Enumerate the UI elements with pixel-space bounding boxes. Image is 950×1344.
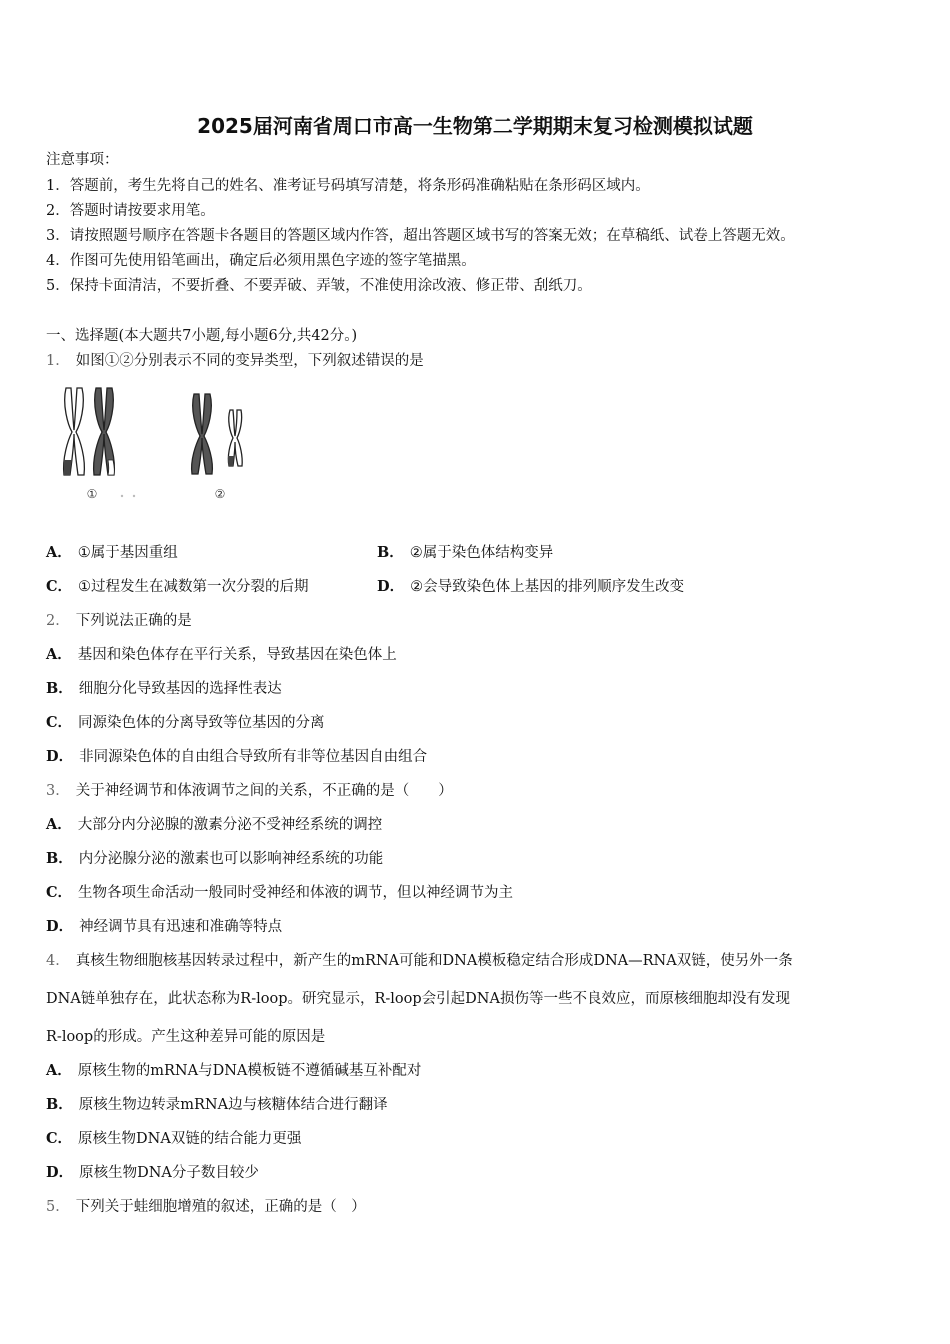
question-text: 关于神经调节和体液调节之间的关系，不正确的是（ ） (75, 783, 453, 799)
question-3-stem (46, 781, 453, 801)
question-text: 下列关于蛙细胞增殖的叙述，正确的是（ ） (75, 1199, 366, 1215)
figure-1-chromosomes (64, 388, 115, 475)
section-heading: 一、选择题(本大题共7小题,每小题6分,共42分。) (46, 328, 358, 344)
question-number: 4． (46, 953, 70, 969)
question-4-stem-line-2: DNA链单独存在，此状态称为R-loop。研究显示，R-loop会引起DNA损伤等一些不良效应，而原核细胞却没有发现 (46, 991, 790, 1007)
option-a: A． 基因和染色体存在平行关系，导致基因在染色体上 (46, 646, 397, 663)
option-c: C． 原核生物DNA双链的结合能力更强 (46, 1130, 302, 1147)
question-5-stem (46, 1197, 366, 1217)
option-d: D． 神经调节具有迅速和准确等特点 (46, 918, 283, 935)
chromosome-variation-figure (52, 380, 262, 510)
option-c: C． 生物各项生命活动一般同时受神经和体液的调节，但以神经调节为主 (46, 884, 514, 901)
notice-item: 1．答题前，考生先将自己的姓名、准考证号码填写清楚，将条形码准确粘贴在条形码区域内。 (46, 178, 650, 194)
notice-item: 4．作图可先使用铅笔画出，确定后必须用黑色字迹的签字笔描黑。 (46, 253, 476, 269)
notice-item: 2．答题时请按要求用笔。 (46, 203, 215, 219)
question-4-stem-line-3: R-loop的形成。产生这种差异可能的原因是 (46, 1029, 326, 1045)
question-number: 2． (46, 613, 70, 629)
question-number: 5． (46, 1199, 70, 1215)
option-d: D． 原核生物DNA分子数目较少 (46, 1164, 259, 1181)
option-a: A． 大部分内分泌腺的激素分泌不受神经系统的调控 (46, 816, 383, 833)
figure-2-chromosomes (192, 394, 243, 474)
option-a: A． 原核生物的mRNA与DNA模板链不遵循碱基互补配对 (46, 1062, 422, 1079)
option-b: B． 原核生物边转录mRNA边与核糖体结合进行翻译 (46, 1096, 388, 1113)
option-c: C． ①过程发生在减数第一次分裂的后期 (46, 578, 309, 595)
option-b: B． ②属于染色体结构变异 (377, 544, 554, 561)
notice-heading: 注意事项： (46, 152, 119, 168)
question-text: 下列说法正确的是 (75, 613, 192, 629)
notice-item: 3．请按照题号顺序在答题卡各题目的答题区域内作答，超出答题区域书写的答案无效；在草稿纸、试卷上答题无效。 (46, 228, 795, 244)
question-4-stem-line-1 (46, 951, 793, 971)
question-text: 如图①②分别表示不同的变异类型，下列叙述错误的是 (75, 353, 424, 369)
option-b: B． 内分泌腺分泌的激素也可以影响神经系统的功能 (46, 850, 384, 867)
page-title: 2025届河南省周口市高一生物第二学期期末复习检测模拟试题 (197, 114, 753, 138)
option-d: D． ②会导致染色体上基因的排列顺序发生改变 (377, 578, 685, 595)
question-1-stem (46, 351, 424, 371)
question-2-stem (46, 611, 192, 631)
option-d: D． 非同源染色体的自由组合导致所有非等位基因自由组合 (46, 748, 428, 765)
question-number: 3． (46, 783, 70, 799)
notice-item: 5．保持卡面清洁，不要折叠、不要弄破、弄皱，不准使用涂改液、修正带、刮纸刀。 (46, 278, 592, 294)
option-b: B． 细胞分化导致基因的选择性表达 (46, 680, 282, 697)
option-a: A． ①属于基因重组 (46, 544, 178, 561)
question-text: 真核生物细胞核基因转录过程中，新产生的mRNA可能和DNA模板稳定结合形成DNA—RNA双链，使另外一条 (75, 953, 793, 969)
figure-label-1: ① (86, 487, 98, 501)
figure-label-2: ② (214, 487, 226, 501)
option-c: C． 同源染色体的分离导致等位基因的分离 (46, 714, 325, 731)
question-number: 1． (46, 353, 70, 369)
